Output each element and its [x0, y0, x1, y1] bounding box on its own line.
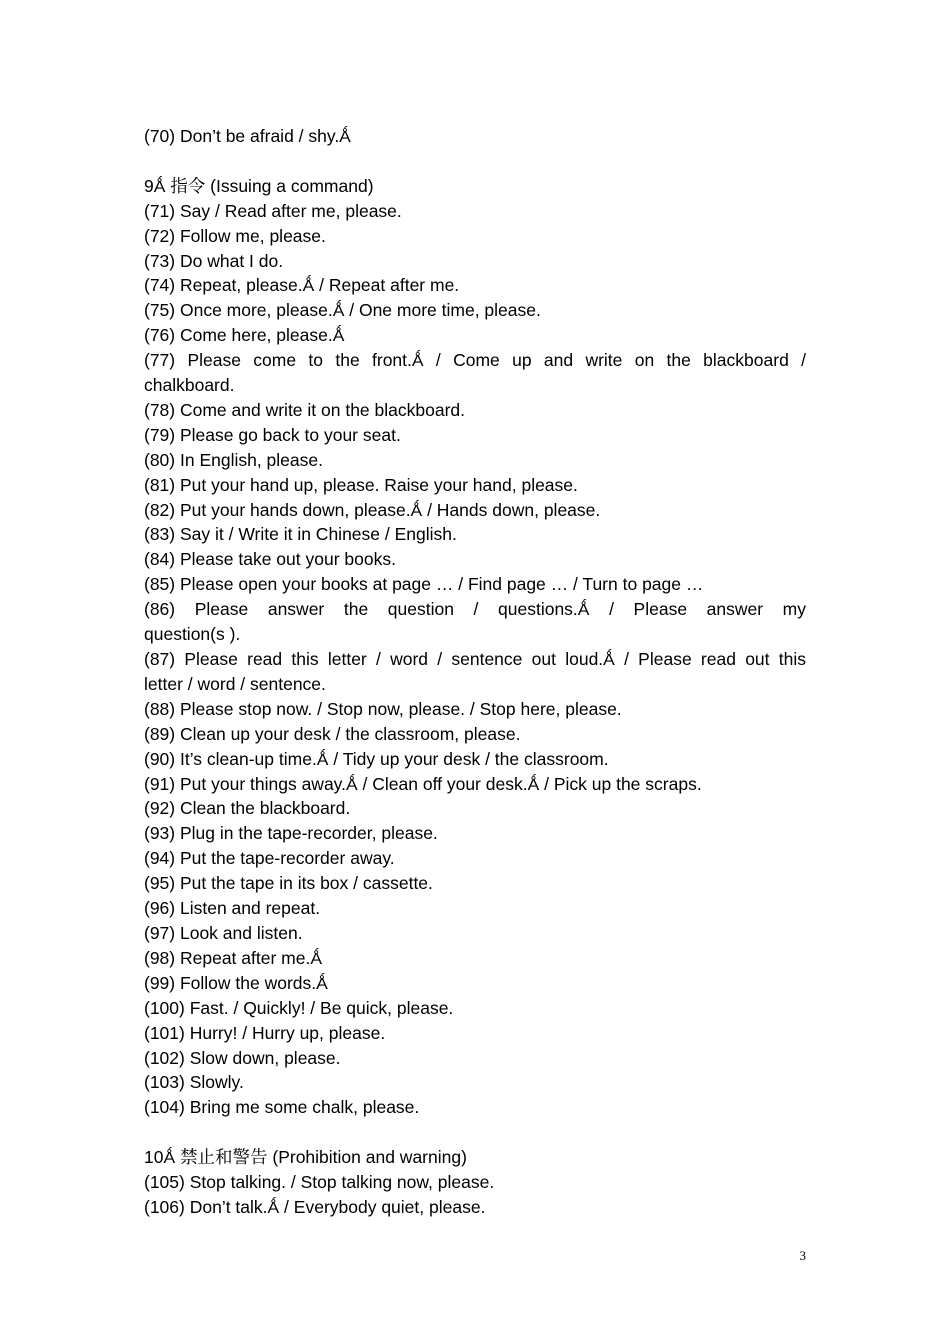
text-line: (70) Don’t be afraid / shy.Ǻ	[144, 126, 351, 146]
text-line: (105) Stop talking. / Stop talking now, please.	[144, 1172, 495, 1193]
text-line: (81) Put your hand up, please. Raise your hand, please.	[144, 474, 578, 495]
text-line: (87) Please read this letter / word / sentence out loud.Ǻ / Please read out this	[144, 649, 806, 670]
text-line: (95) Put the tape in its box / cassette.	[144, 873, 433, 894]
text-line: question(s ).	[144, 624, 241, 645]
text-line: (77) Please come to the front.Ǻ / Come up and write on the blackboard /	[144, 350, 806, 371]
document-body	[144, 124, 806, 1220]
text-line: (85) Please open your books at page … / Find page … / Turn to page …	[144, 574, 704, 595]
text-line: (93) Plug in the tape-recorder, please.	[144, 823, 438, 844]
text-line: (79) Please go back to your seat.	[144, 424, 401, 445]
text-line: (72) Follow me, please.	[144, 225, 326, 246]
text-line: (94) Put the tape-recorder away.	[144, 848, 395, 869]
text-line: (92) Clean the blackboard.	[144, 798, 351, 819]
text-line: (82) Put your hands down, please.Ǻ / Hands down, please.	[144, 499, 601, 520]
text-line: (80) In English, please.	[144, 449, 323, 470]
page-number: 3	[799, 1248, 806, 1263]
text-line: (100) Fast. / Quickly! / Be quick, please.	[144, 997, 454, 1018]
text-line: (73) Do what I do.	[144, 250, 284, 271]
text-line: (89) Clean up your desk / the classroom, please.	[144, 723, 521, 744]
text-line: (103) Slowly.	[144, 1072, 244, 1093]
text-line: (74) Repeat, please.Ǻ / Repeat after me.	[144, 275, 460, 296]
text-line: letter / word / sentence.	[144, 673, 326, 694]
text-line: (106) Don’t talk.Ǻ / Everybody quiet, please.	[144, 1196, 486, 1217]
text-line: (101) Hurry! / Hurry up, please.	[144, 1022, 386, 1043]
text-line: (88) Please stop now. / Stop now, please. / Stop here, please.	[144, 698, 622, 719]
blank-line	[144, 1120, 806, 1145]
text-line: (84) Please take out your books.	[144, 549, 396, 570]
text-line: (104) Bring me some chalk, please.	[144, 1097, 420, 1118]
text-line: (91) Put your things away.Ǻ / Clean off your desk.Ǻ / Pick up the scraps.	[144, 773, 702, 794]
text-line: (71) Say / Read after me, please.	[144, 200, 402, 221]
text-line: (86) Please answer the question / questions.Ǻ / Please answer my	[144, 599, 806, 620]
text-line: (90) It’s clean-up time.Ǻ / Tidy up your desk / the classroom.	[144, 748, 609, 769]
text-line: (76) Come here, please.Ǻ	[144, 325, 345, 346]
text-line: (75) Once more, please.Ǻ / One more time, please.	[144, 300, 541, 321]
text-line: (98) Repeat after me.Ǻ	[144, 947, 322, 968]
text-line: chalkboard.	[144, 375, 235, 396]
text-line: (97) Look and listen.	[144, 922, 303, 943]
blank-line	[144, 149, 806, 174]
text-line: (99) Follow the words.Ǻ	[144, 972, 328, 993]
text-line: (83) Say it / Write it in Chinese / English.	[144, 524, 457, 545]
text-line: (96) Listen and repeat.	[144, 898, 321, 919]
text-line: (78) Come and write it on the blackboard.	[144, 399, 465, 420]
section-heading: 9Ǻ 指令 (Issuing a command)	[144, 175, 374, 196]
text-line: (102) Slow down, please.	[144, 1047, 341, 1068]
section-heading: 10Ǻ 禁止和警告 (Prohibition and warning)	[144, 1147, 467, 1168]
